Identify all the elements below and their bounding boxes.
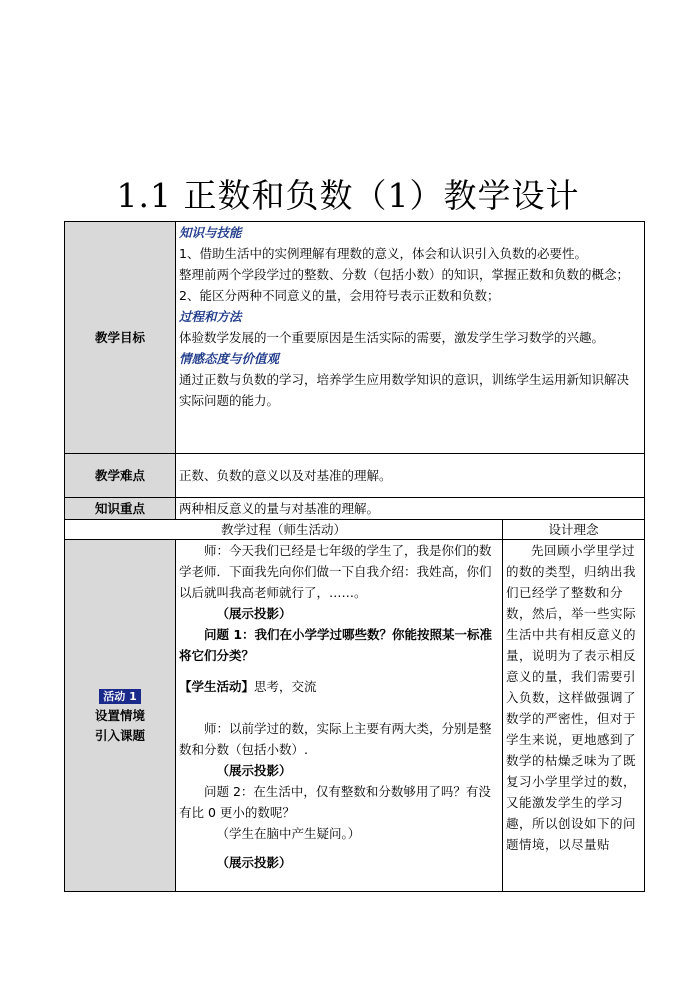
objective-heading-process: 过程和方法 bbox=[179, 309, 242, 324]
process-header-right: 设计理念 bbox=[503, 520, 645, 540]
page-title: 1.1 正数和负数（1）教学设计 bbox=[116, 176, 580, 215]
design-rationale: 先回顾小学里学过的数的类型，归纳出我们已经学了整数和分数，然后，举一些实际生活中共有相反意义的量，说明为了表示相反意义的量，我们需要引入负数，这样做强调了数学的严密性，但对于学生来说，更地感到了数学的枯燥乏味为了既复习小学里学过的数，又能激发学生的学习趣，所以创设如下的问题情境，以尽量贴 bbox=[503, 540, 645, 892]
activity-row bbox=[65, 540, 645, 892]
objective-heading-attitude: 情感态度与价值观 bbox=[179, 351, 280, 366]
teacher-explain: 师：以前学过的数，实际上主要有两大类，分别是整数和分数（包括小数）. bbox=[179, 721, 492, 757]
objective-line: 体验数学发展的一个重要原因是生活实际的需要，激发学生学习数学的兴趣。 bbox=[179, 330, 605, 345]
show-projection: （展示投影） bbox=[216, 763, 292, 778]
show-projection: （展示投影） bbox=[216, 855, 292, 870]
activity-title-line2: 引入课题 bbox=[94, 727, 145, 743]
objective-line: 通过正数与负数的学习，培养学生应用数学知识的意识，训练学生运用新知识解决实际问题的能力。 bbox=[179, 372, 630, 408]
objective-line: 整理前两个学段学过的整数、分数（包括小数）的知识，掌握正数和负数的概念； bbox=[179, 267, 630, 282]
keypoints-row bbox=[65, 498, 645, 520]
difficulty-row bbox=[65, 454, 645, 498]
activity-badge: 活动 1 bbox=[99, 689, 140, 704]
objective-line: 1、借助生活中的实例理解有理数的意义，体会和认识引入负数的必要性。 bbox=[179, 246, 587, 261]
student-activity: 【学生活动】思考，交流 bbox=[179, 679, 317, 694]
keypoints-text: 两种相反意义的量与对基准的理解。 bbox=[176, 498, 645, 520]
objective-heading-knowledge: 知识与技能 bbox=[179, 225, 242, 240]
difficulty-label: 教学难点 bbox=[65, 454, 176, 498]
teacher-intro: 师：今天我们已经是七年级的学生了，我是你们的数学老师．下面我先向你们做一下自我介绍：我姓高，你们以后就叫我高老师就行了，……。 bbox=[179, 543, 492, 600]
difficulty-text: 正数、负数的意义以及对基准的理解。 bbox=[176, 454, 645, 498]
question-2: 问题 2：在生活中，仅有整数和分数够用了吗？有没有比 0 更小的数呢？ bbox=[179, 784, 491, 820]
objectives-label: 教学目标 bbox=[65, 222, 176, 454]
question-1: 问题 1：我们在小学学过哪些数？你能按照某一标准将它们分类？ bbox=[179, 627, 493, 663]
objectives-content bbox=[176, 222, 645, 454]
student-note: （学生在脑中产生疑问。） bbox=[216, 826, 361, 841]
show-projection: （展示投影） bbox=[216, 606, 292, 621]
keypoints-label: 知识重点 bbox=[65, 498, 176, 520]
objective-line: 2、能区分两种不同意义的量，会用符号表示正数和负数； bbox=[179, 288, 500, 303]
activity-label bbox=[65, 540, 176, 892]
lesson-plan-table bbox=[64, 221, 645, 892]
process-header-left: 教学过程（师生活动） bbox=[65, 520, 503, 540]
activity-title-line1: 设置情境 bbox=[94, 707, 145, 723]
activity-content bbox=[176, 540, 503, 892]
objectives-row bbox=[65, 222, 645, 454]
process-header-row bbox=[65, 520, 645, 540]
